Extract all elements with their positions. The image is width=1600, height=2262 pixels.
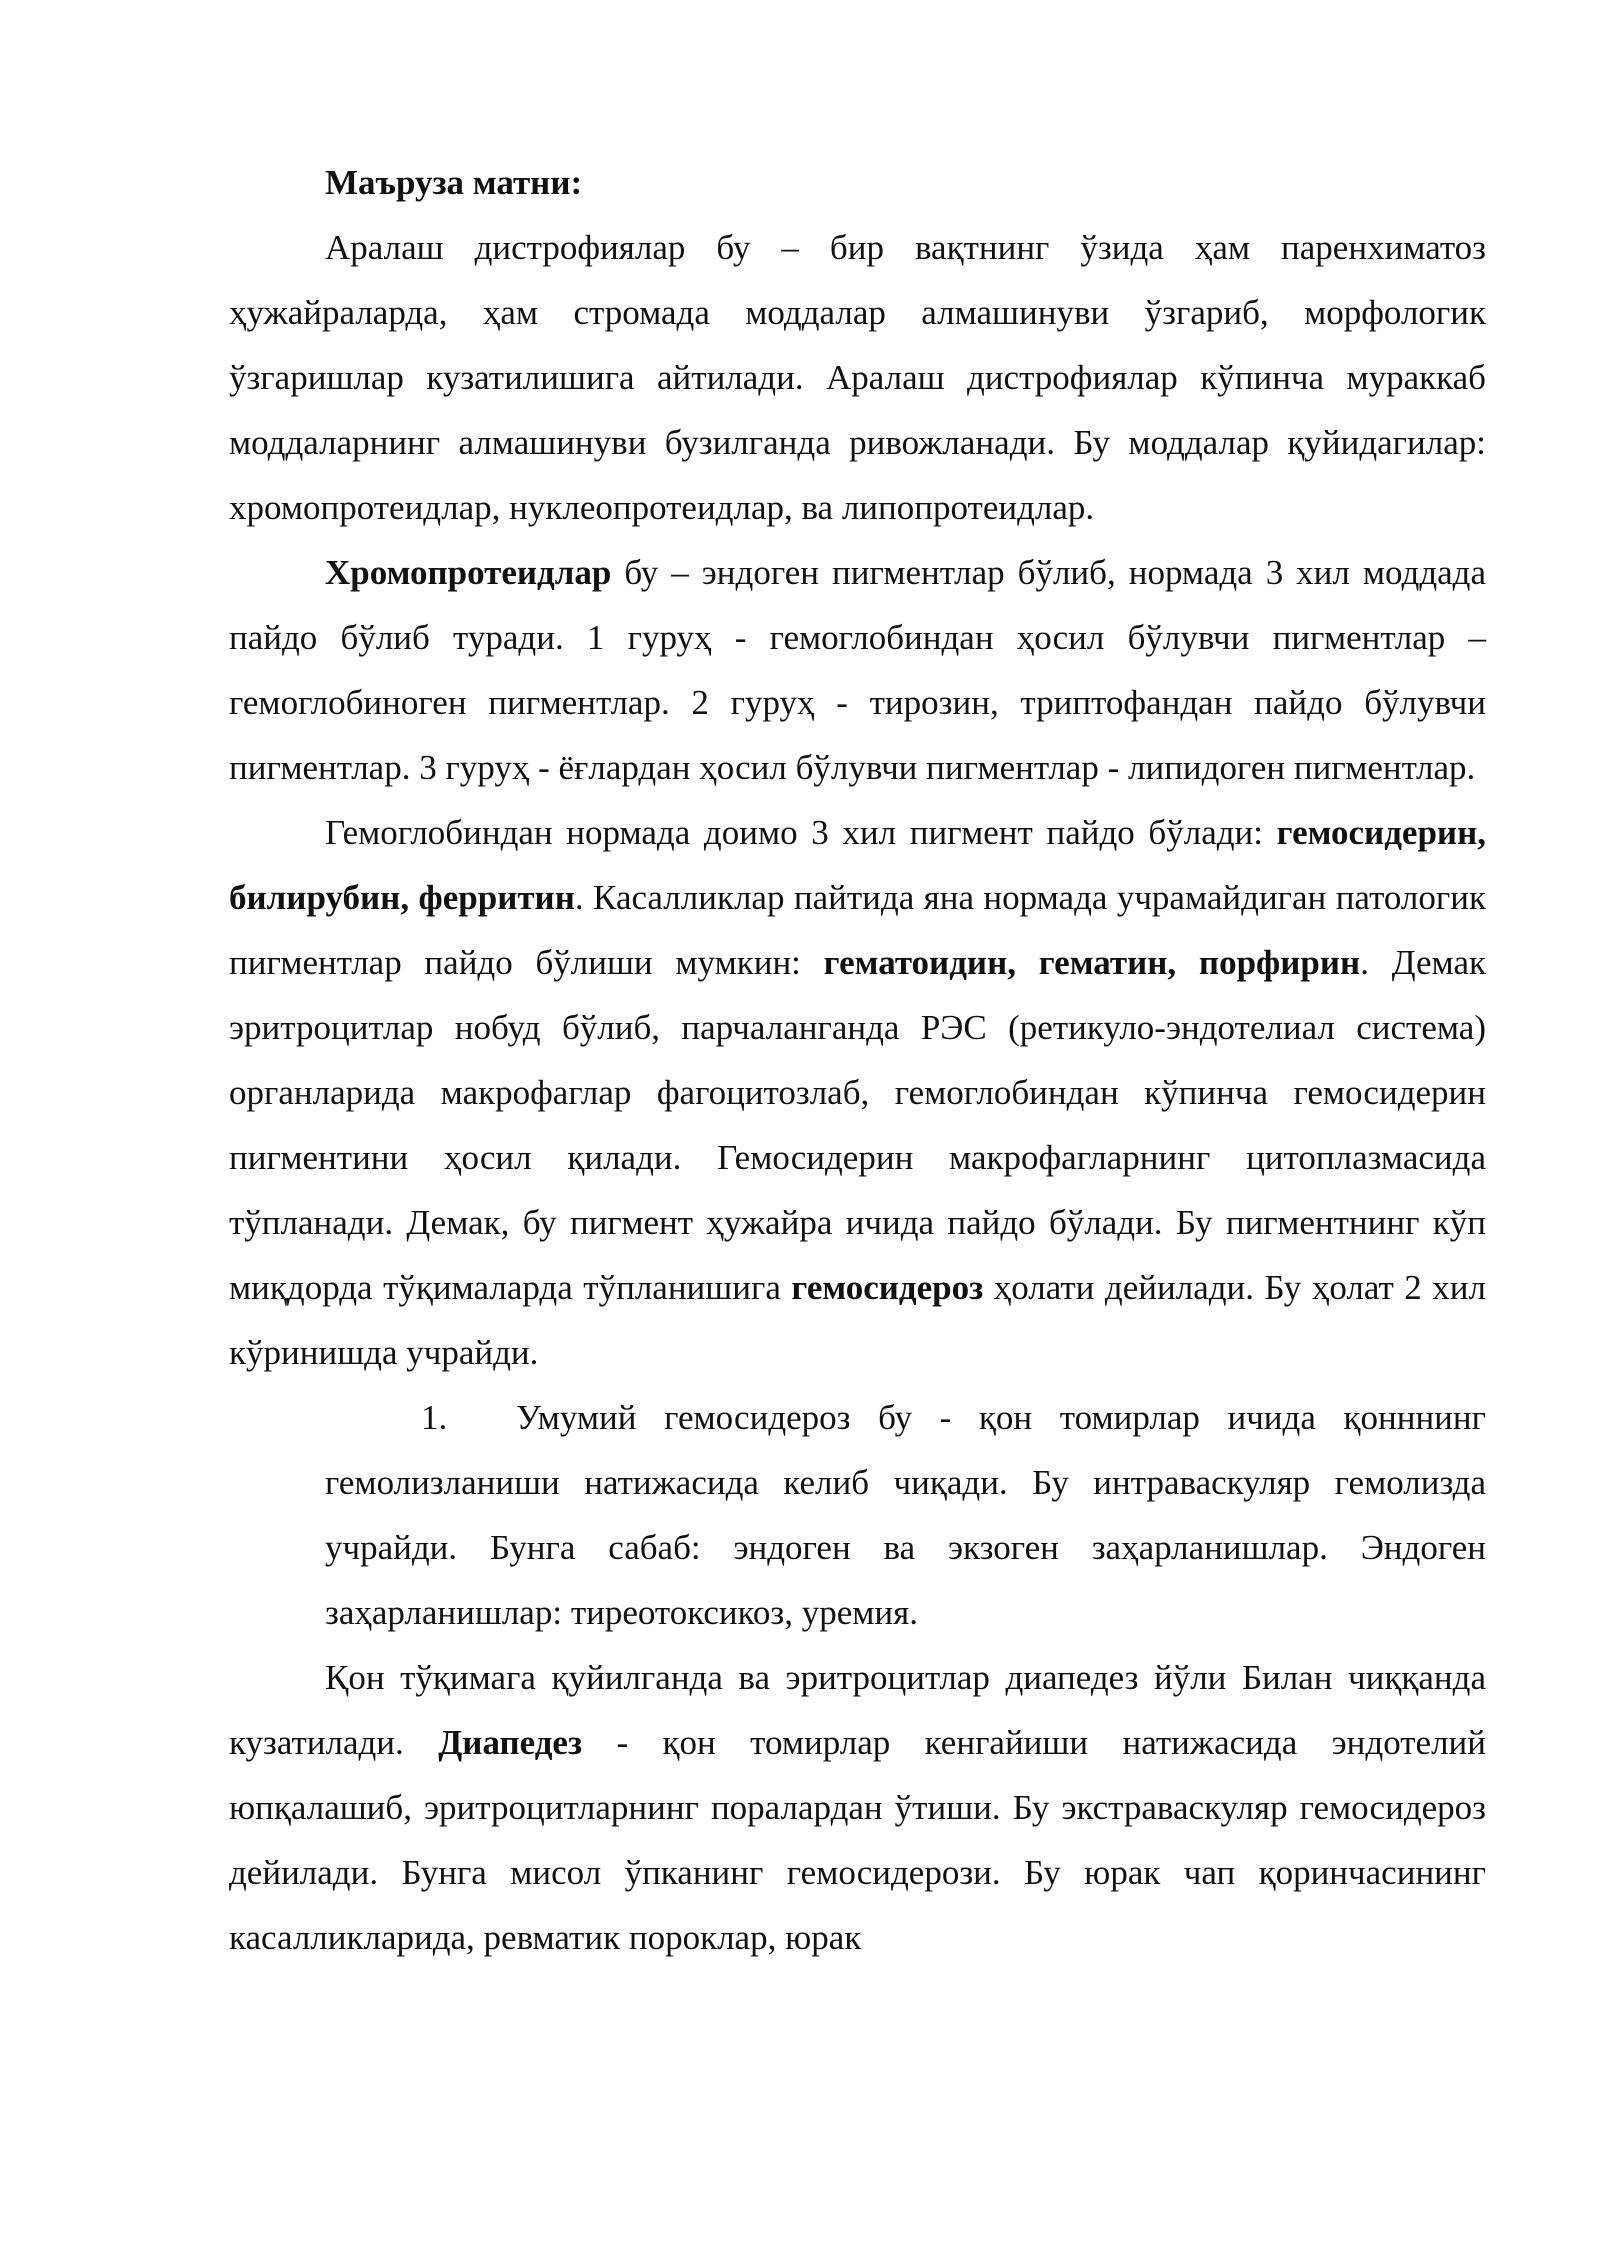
paragraph-text: ҳолати дейилади. Бу ҳолат 2 хил кўринишда учрайди. bbox=[229, 1268, 1486, 1372]
list-item bbox=[325, 1385, 1486, 1645]
list-item-text: Умумий гемосидероз бу - қон томирлар ичида қонннинг гемолизланиши натижасида келиб чиқади. Бу интраваскуляр гемолизда учрайди. Бунга сабаб: эндоген ва экзоген заҳарланишлар. Эндоген заҳарланишлар: тиреотоксикоз, уремия. bbox=[325, 1398, 1486, 1632]
paragraph-text: Қон тўқимага қуйилганда ва эритроцитлар диапедез йўли Билан чиққанда кузатилади. bbox=[229, 1658, 1486, 1762]
heading-text: Маъруза матни: bbox=[325, 163, 583, 202]
lecture-heading bbox=[229, 150, 1486, 215]
paragraph-chromoproteids bbox=[229, 540, 1486, 800]
term-chromoproteids: Хромопротеидлар bbox=[325, 553, 612, 592]
paragraph-text: - қон томирлар кенгайиши натижасида эндотелий юпқалашиб, эритроцитларнинг поралардан ўтиши. Бу экстраваскуляр гемосидероз дейилади. Бунга мисол ўпканинг гемосидерози. Бу юрак чап қоринчасининг касалликларида, ревматик пороклар, юрак bbox=[229, 1723, 1486, 1957]
paragraph-hemoglobin-pigments bbox=[229, 800, 1486, 1385]
paragraph-text: Гемоглобиндан нормада доимо 3 хил пигмент пайдо бўлади: bbox=[325, 813, 1277, 852]
paragraph-text: . Демак эритроцитлар нобуд бўлиб, парчаланганда РЭС (ретикуло-эндотелиал система) органларида макрофаглар фагоцитозлаб, гемоглобиндан кўпинча гемосидерин пигментини ҳосил қилади. Гемосидерин макрофагларнинг цитоплазмасида тўпланади. Демак, бу пигмент ҳужайра ичида пайдо бўлади. Бу пигментнинг кўп миқдорда тўқималарда тўпланишига bbox=[229, 943, 1486, 1307]
paragraph-text: бу – эндоген пигментлар бўлиб, нормада 3 хил моддада пайдо бўлиб туради. 1 гуруҳ - гемоглобиндан ҳосил бўлувчи пигментлар – гемоглобиноген пигментлар. 2 гуруҳ - тирозин, триптофандан пайдо бўлувчи пигментлар. 3 гуруҳ - ёғлардан ҳосил бўлувчи пигментлар - липидоген пигментлар. bbox=[229, 553, 1486, 787]
numbered-list bbox=[325, 1385, 1486, 1645]
list-number: 1. bbox=[421, 1398, 448, 1437]
term-pigments-pathologic: гематоидин, гематин, порфирин bbox=[823, 943, 1361, 982]
term-pigments-normal: гемосидерин, билирубин, ферритин bbox=[229, 813, 1486, 917]
term-hemosiderosis: гемосидероз bbox=[791, 1268, 984, 1307]
paragraph-mixed-dystrophies: Аралаш дистрофиялар бу – бир вақтнинг ўзида ҳам паренхиматоз ҳужайраларда, ҳам стромада моддалар алмашинуви ўзгариб, морфологик ўзгаришлар кузатилишига айтилади. Аралаш дистрофиялар кўпинча мураккаб моддаларнинг алмашинуви бузилганда ривожланади. Бу моддалар қуйидагилар: хромопротеидлар, нуклеопротеидлар, ва липопротеидлар. bbox=[229, 228, 1486, 527]
term-diapedesis: Диапедез bbox=[438, 1723, 583, 1762]
paragraph-text: . Касалликлар пайтида яна нормада учрамайдиган патологик пигментлар пайдо бўлиши мумкин: bbox=[229, 878, 1486, 982]
paragraph-diapedesis bbox=[229, 1645, 1486, 1970]
